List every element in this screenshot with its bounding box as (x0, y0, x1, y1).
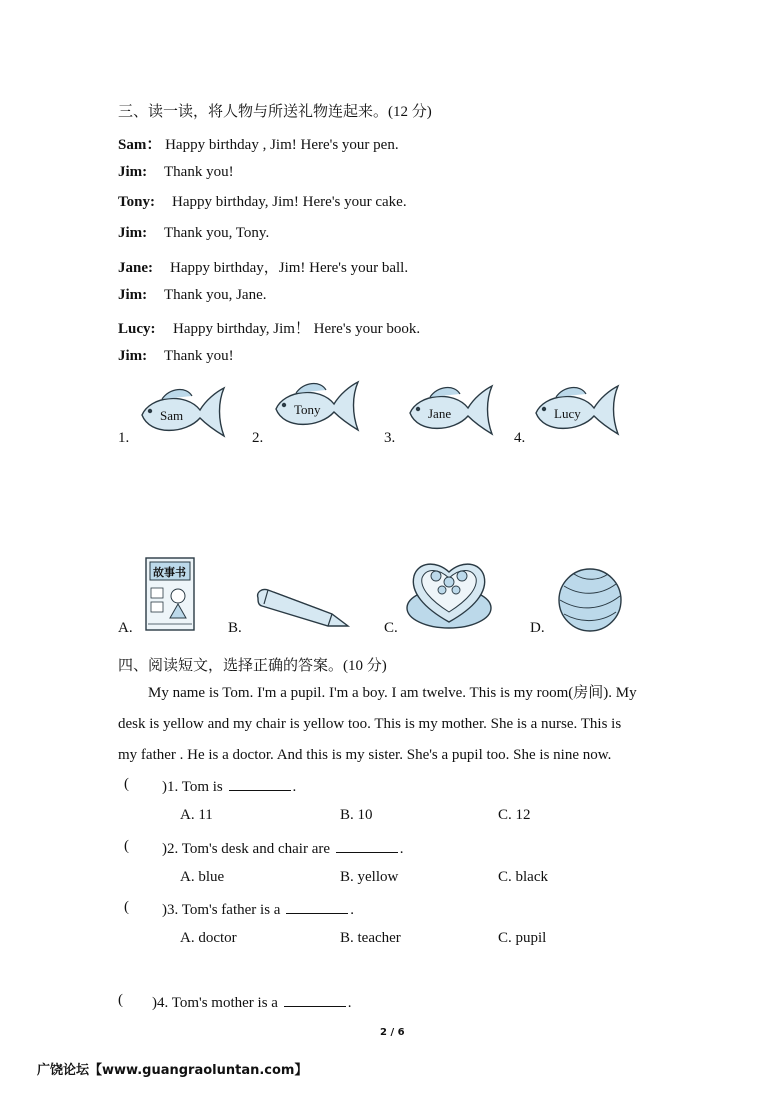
question-1-stem (162, 776, 296, 796)
gift-letter: C. (384, 620, 398, 636)
line-text: Happy birthday, Jim！ Here's your book. (173, 321, 421, 337)
fish-icon (404, 380, 496, 442)
question-number: 1. (167, 779, 179, 795)
answer-paren-close: ) (162, 779, 167, 795)
footer-watermark[interactable]: 广饶论坛【www.guangraoluntan.com】 (37, 1063, 308, 1078)
answer-paren-close: ) (162, 841, 167, 857)
dialogue-line (118, 256, 408, 277)
answer-paren-open[interactable]: ( (124, 838, 129, 854)
question-3 (124, 899, 129, 916)
speaker: Jim: (118, 225, 148, 241)
question-2-stem (162, 838, 404, 858)
option[interactable]: A. doctor (180, 930, 237, 946)
fish-sam[interactable] (136, 382, 228, 444)
dialogue-line (118, 225, 269, 242)
option[interactable]: A. 11 (180, 807, 213, 823)
question-1 (124, 776, 129, 793)
gift-letter: A. (118, 620, 133, 636)
line-text: Thank you, Jane. (164, 287, 267, 303)
line-text: Thank you, Tony. (164, 225, 270, 241)
book-icon (144, 556, 196, 632)
speaker: Jim: (118, 348, 148, 364)
fish-label: Tony (294, 402, 321, 417)
person-number: 4. (514, 430, 526, 446)
person-number: 3. (384, 430, 396, 446)
fish-tony[interactable] (270, 376, 362, 438)
fish-icon (136, 382, 228, 444)
line-text: Happy birthday，Jim! Here's your ball. (170, 260, 409, 276)
option[interactable]: B. teacher (340, 930, 401, 946)
gift-pen[interactable] (252, 586, 352, 634)
speaker: Jim: (118, 164, 148, 180)
section4-title: 四、阅读短文，选择正确的答案。(10 分) (118, 658, 387, 674)
reading-passage (118, 678, 666, 771)
dialogue-line (118, 164, 234, 181)
option[interactable]: C. black (498, 869, 548, 885)
passage-text: desk is yellow and my chair is yellow too. This is my mother. She is a nurse. This is (118, 716, 622, 732)
speaker: Jim: (118, 287, 148, 303)
option[interactable]: C. 12 (498, 807, 531, 823)
question-stem: Tom's desk and chair are (181, 841, 330, 857)
answer-blank (336, 838, 398, 853)
dialogue-line (118, 348, 234, 365)
question-end: . (292, 779, 297, 795)
ball-icon (556, 566, 624, 634)
dialogue-line (118, 133, 399, 154)
answer-paren-close: ) (162, 902, 167, 918)
fish-jane[interactable] (404, 380, 496, 442)
passage-text: My name is Tom. I'm a pupil. I'm a boy. I am twelve. This is my room(房间). My (148, 685, 637, 701)
question-2 (124, 838, 129, 855)
question-3-stem (162, 899, 354, 919)
question-4-stem (152, 992, 351, 1012)
speaker: Lucy: (118, 321, 156, 337)
line-text: Thank you! (164, 164, 234, 180)
dialogue-line (118, 194, 407, 211)
question-end: . (399, 841, 404, 857)
option[interactable]: B. 10 (340, 807, 373, 823)
gift-letter: B. (228, 620, 242, 636)
passage-text: my father . He is a doctor. And this is my sister. She's a pupil too. She is nine now. (118, 747, 612, 763)
answer-blank (286, 899, 348, 914)
option[interactable]: A. blue (180, 869, 225, 885)
page-number: 2 / 6 (380, 1027, 405, 1038)
speaker: Tony: (118, 194, 155, 210)
answer-paren-open[interactable]: ( (118, 992, 123, 1008)
fish-lucy[interactable] (530, 380, 622, 442)
answer-blank (284, 992, 346, 1007)
answer-paren-open[interactable]: ( (124, 776, 129, 792)
speaker: Sam： (118, 137, 162, 153)
question-stem: Tom's mother is a (171, 995, 278, 1011)
line-text: Thank you! (164, 348, 234, 364)
line-text: Happy birthday, Jim! Here's your cake. (172, 194, 407, 210)
option[interactable]: B. yellow (340, 869, 399, 885)
fish-icon (270, 376, 362, 438)
option[interactable]: C. pupil (498, 930, 547, 946)
question-number: 4. (157, 995, 169, 1011)
question-4 (118, 992, 123, 1009)
line-text: Happy birthday , Jim! Here's your pen. (165, 137, 399, 153)
cake-icon (404, 552, 494, 632)
gift-book[interactable] (144, 556, 196, 632)
question-number: 2. (167, 841, 179, 857)
answer-paren-close: ) (152, 995, 157, 1011)
answer-blank (229, 776, 291, 791)
fish-label: Jane (428, 406, 452, 421)
question-number: 3. (167, 902, 179, 918)
gift-cake[interactable] (404, 552, 494, 632)
dialogue-line (118, 317, 420, 338)
pen-icon (252, 586, 352, 634)
book-title: 故事书 (153, 566, 186, 579)
answer-paren-open[interactable]: ( (124, 899, 129, 915)
fish-label: Sam (160, 408, 184, 423)
gift-ball[interactable] (556, 566, 624, 634)
passage-line (118, 740, 666, 771)
question-stem: Tom is (181, 779, 223, 795)
passage-line (118, 709, 666, 740)
question-end: . (350, 902, 354, 918)
passage-line (118, 678, 666, 709)
question-end: . (347, 995, 352, 1011)
person-number: 2. (252, 430, 264, 446)
gift-letter: D. (530, 620, 545, 636)
question-stem: Tom's father is a (181, 902, 281, 918)
fish-label: Lucy (554, 406, 581, 421)
section3-title: 三、读一读，将人物与所送礼物连起来。(12 分) (118, 104, 432, 120)
speaker: Jane: (118, 260, 153, 276)
dialogue-line (118, 287, 266, 304)
person-number: 1. (118, 430, 130, 446)
fish-icon (530, 380, 622, 442)
